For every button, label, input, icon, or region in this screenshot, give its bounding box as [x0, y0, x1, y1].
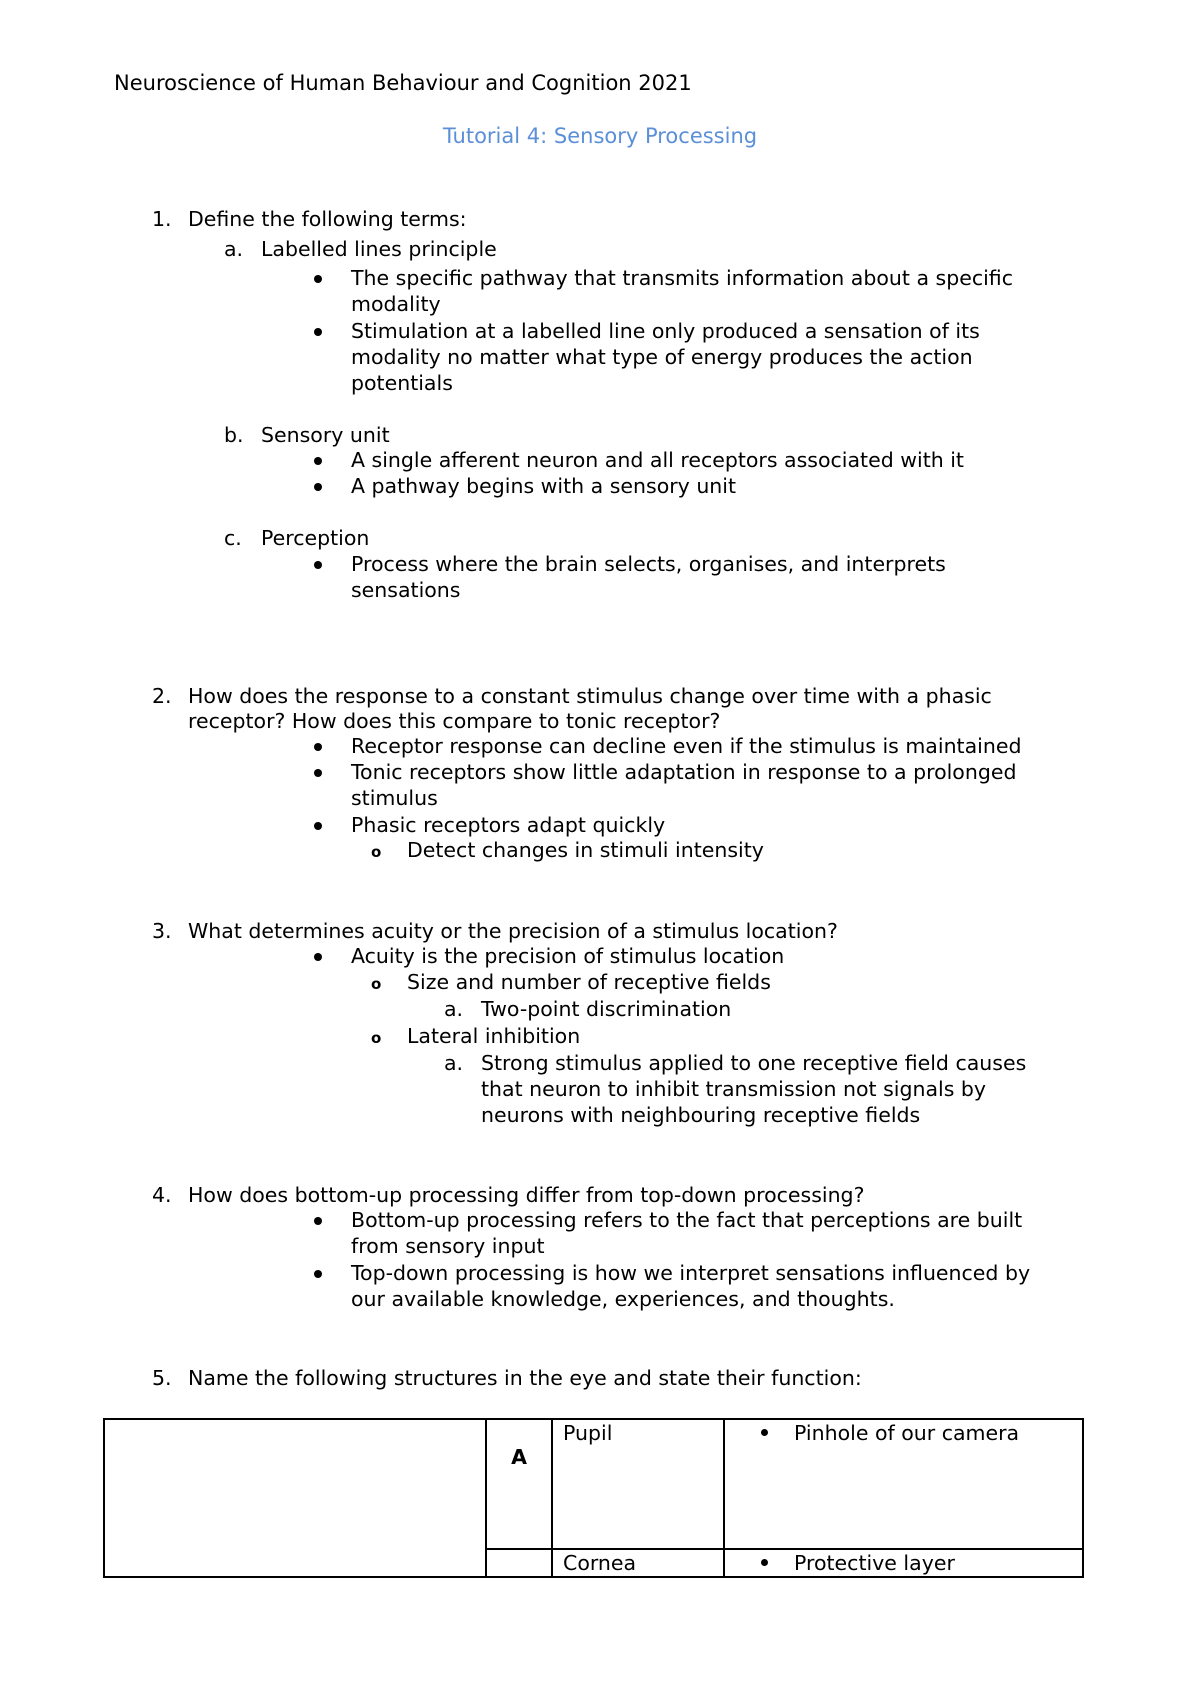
q4-bullet2-cont: our available knowledge, experiences, and thoughts.: [351, 1287, 895, 1311]
q1c-label: c.: [224, 526, 242, 550]
q1b-bullet2: A pathway begins with a sensory unit: [351, 474, 737, 498]
bullet-icon: [314, 1217, 322, 1225]
q1b-bullet1: A single afferent neuron and all receptors associated with it: [351, 448, 964, 472]
page-title: Tutorial 4: Sensory Processing: [442, 124, 758, 148]
bullet-icon: [314, 561, 322, 569]
q1a-bullet2: Stimulation at a labelled line only produced a sensation of its: [351, 319, 980, 343]
q1c-bullet1-cont: sensations: [351, 578, 461, 602]
structure-letter: A: [486, 1419, 552, 1549]
structure-function: [724, 1419, 1083, 1549]
bullet-icon: [314, 328, 322, 336]
bullet-icon: [314, 457, 322, 465]
q2-text-line1: How does the response to a constant stimulus change over time with a phasic: [188, 684, 992, 708]
q3-sub2a-label: a.: [444, 1051, 464, 1075]
q4-number: 4.: [152, 1183, 172, 1207]
structure-function-text: Pinhole of our camera: [794, 1421, 1020, 1445]
q3-bullet1: Acuity is the precision of stimulus location: [351, 944, 785, 968]
q1b-label: b.: [224, 423, 244, 447]
q3-sub1a-label: a.: [444, 997, 464, 1021]
q2-bullet3: Phasic receptors adapt quickly: [351, 813, 666, 837]
q4-bullet1: Bottom-up processing refers to the fact that perceptions are built: [351, 1208, 1023, 1232]
structure-function-text: Protective layer: [794, 1551, 955, 1575]
q2-sub1: Detect changes in stimuli intensity: [407, 838, 764, 862]
q2-bullet2-cont: stimulus: [351, 786, 438, 810]
q2-text-line2: receptor? How does this compare to tonic receptor?: [188, 709, 721, 733]
q3-sub1a: Two-point discrimination: [481, 997, 732, 1021]
q1a-term: Labelled lines principle: [261, 237, 497, 261]
q1a-bullet2-cont2: potentials: [351, 371, 453, 395]
table-row: [104, 1419, 1083, 1549]
q1-text: Define the following terms:: [188, 207, 467, 231]
eye-structures-table: [103, 1418, 1084, 1578]
q1c-bullet1: Process where the brain selects, organises, and interprets: [351, 552, 946, 576]
bullet-icon: [314, 1270, 322, 1278]
bullet-icon: [314, 743, 322, 751]
q5-text: Name the following structures in the eye and state their function:: [188, 1366, 862, 1390]
q1a-label: a.: [224, 237, 244, 261]
q2-number: 2.: [152, 684, 172, 708]
q1a-bullet2-cont: modality no matter what type of energy produces the action: [351, 345, 973, 369]
bullet-icon: [314, 953, 322, 961]
q3-sub1: Size and number of receptive fields: [407, 970, 771, 994]
eye-diagram-cell: [104, 1419, 486, 1577]
circle-bullet-icon: o: [371, 975, 382, 993]
q5-number: 5.: [152, 1366, 172, 1390]
bullet-icon: [314, 483, 322, 491]
circle-bullet-icon: o: [371, 1029, 382, 1047]
q1c-term: Perception: [261, 526, 370, 550]
bullet-icon: [761, 1429, 768, 1436]
bullet-icon: [314, 769, 322, 777]
q4-bullet2: Top-down processing is how we interpret sensations influenced by: [351, 1261, 1031, 1285]
bullet-icon: [761, 1559, 768, 1566]
q3-sub2a: Strong stimulus applied to one receptive field causes: [481, 1051, 1027, 1075]
circle-bullet-icon: o: [371, 843, 382, 861]
q3-text: What determines acuity or the precision of a stimulus location?: [188, 919, 838, 943]
structure-name: Cornea: [552, 1549, 724, 1577]
q4-bullet1-cont: from sensory input: [351, 1234, 545, 1258]
structure-name: Pupil: [552, 1419, 724, 1549]
q2-bullet1: Receptor response can decline even if the stimulus is maintained: [351, 734, 1022, 758]
bullet-icon: [314, 275, 322, 283]
q3-sub2: Lateral inhibition: [407, 1024, 581, 1048]
structure-function: [724, 1549, 1083, 1577]
q3-sub2a-cont: that neuron to inhibit transmission not signals by: [481, 1077, 987, 1101]
course-header: Neuroscience of Human Behaviour and Cognition 2021: [114, 71, 692, 95]
q1-number: 1.: [152, 207, 172, 231]
q3-number: 3.: [152, 919, 172, 943]
structure-letter: [486, 1549, 552, 1577]
q3-sub2a-cont2: neurons with neighbouring receptive fields: [481, 1103, 921, 1127]
q1b-term: Sensory unit: [261, 423, 390, 447]
bullet-icon: [314, 822, 322, 830]
q1a-bullet1-cont: modality: [351, 292, 441, 316]
q2-bullet2: Tonic receptors show little adaptation in response to a prolonged: [351, 760, 1017, 784]
q4-text: How does bottom-up processing differ from top-down processing?: [188, 1183, 865, 1207]
q1a-bullet1: The specific pathway that transmits information about a specific: [351, 266, 1013, 290]
